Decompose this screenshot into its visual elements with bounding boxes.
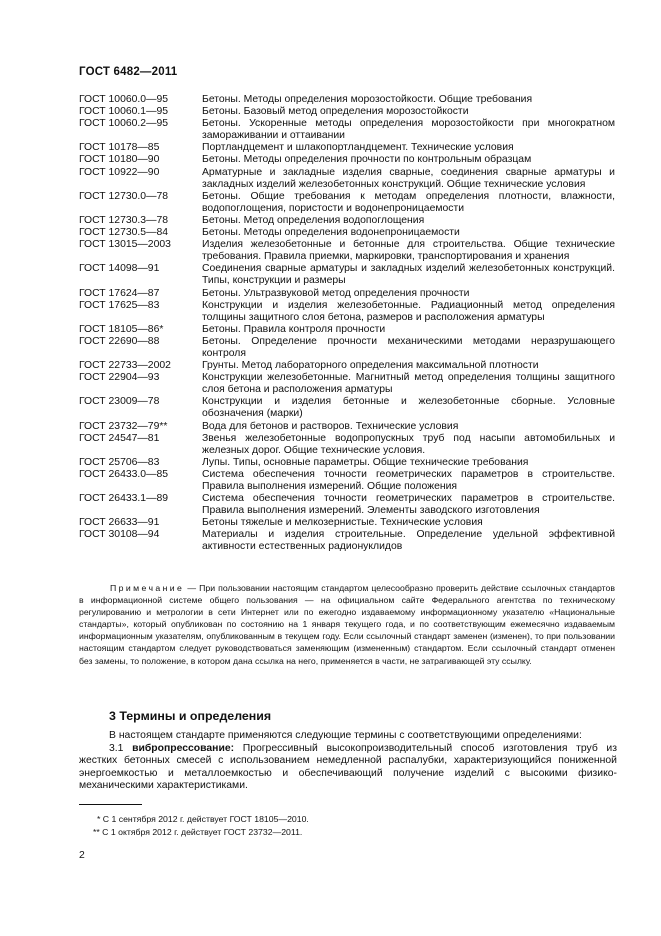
reference-title: Портландцемент и шлакопортландцемент. Технические условия — [202, 142, 514, 154]
footnotes — [79, 813, 615, 838]
document-header: ГОСТ 6482—2011 — [79, 66, 178, 78]
reference-code: ГОСТ 10060.0—95 — [79, 94, 169, 105]
reference-row — [79, 433, 615, 457]
reference-row — [79, 360, 615, 372]
reference-title: Бетоны. Ультразвуковой метод определения прочности — [202, 287, 470, 299]
reference-row — [79, 167, 615, 191]
reference-title: Бетоны. Общие требования к методам определения плотности, влажности, водопоглощения, пористости и водонепроницаемости — [202, 190, 615, 214]
footnote-divider — [79, 804, 142, 805]
reference-title: Соединения сварные арматуры и закладных изделий железобетонных конструкций. Типы, конструкции и размеры — [202, 263, 615, 287]
reference-title: Бетоны. Методы определения морозостойкости. Общие требования — [202, 94, 533, 105]
reference-code: ГОСТ 23732—79** — [79, 420, 168, 432]
reference-row — [79, 142, 615, 154]
reference-title: Бетоны. Методы определения прочности по контрольным образцам — [202, 154, 532, 166]
reference-title: Бетоны. Методы определения водонепроницаемости — [202, 227, 460, 239]
reference-title: Лупы. Типы, основные параметры. Общие технические требования — [202, 456, 529, 468]
reference-title: Конструкции и изделия бетонные и железобетонные сборные. Условные обозначения (марки) — [202, 396, 615, 420]
reference-title: Грунты. Метод лабораторного определения максимальной плотности — [202, 360, 539, 372]
reference-code: ГОСТ 10180—90 — [79, 154, 160, 166]
note-paragraph — [79, 582, 615, 667]
reference-code: ГОСТ 17625—83 — [79, 299, 160, 311]
reference-row — [79, 324, 615, 336]
reference-code: ГОСТ 12730.0—78 — [79, 190, 169, 202]
reference-code: ГОСТ 12730.3—78 — [79, 214, 169, 226]
reference-row — [79, 493, 615, 517]
reference-title: Бетоны. Базовый метод определения морозостойкости — [202, 106, 469, 118]
term-number: 3.1 — [109, 743, 133, 754]
reference-code: ГОСТ 10178—85 — [79, 142, 160, 154]
reference-title: Бетоны. Ускоренные методы определения морозостойкости при многократном замораживании и оттаивании — [202, 118, 615, 142]
reference-title: Звенья железобетонные водопропускных труб под насыпи автомобильных и железных дорог. Общие технические условия. — [202, 432, 615, 456]
reference-row — [79, 263, 615, 287]
reference-code: ГОСТ 26633—91 — [79, 517, 160, 529]
reference-code: ГОСТ 30108—94 — [79, 529, 160, 541]
reference-row — [79, 94, 615, 106]
reference-title: Система обеспечения точности геометрических параметров в строительстве. Правила выполнения измерений. Общие положения — [202, 468, 615, 492]
reference-code: ГОСТ 22904—93 — [79, 372, 160, 384]
reference-title: Вода для бетонов и растворов. Технические условия — [202, 420, 459, 432]
reference-row — [79, 118, 615, 142]
reference-title: Бетоны. Метод определения водопоглощения — [202, 214, 425, 226]
reference-row — [79, 469, 615, 493]
term-definition — [79, 743, 617, 793]
page-number: 2 — [79, 850, 85, 861]
reference-title: Конструкции железобетонные. Магнитный метод определения толщины защитного слоя бетона и расположения арматуры — [202, 372, 615, 396]
reference-row — [79, 300, 615, 324]
reference-row — [79, 457, 615, 469]
reference-code: ГОСТ 14098—91 — [79, 263, 160, 275]
reference-row — [79, 396, 615, 420]
reference-code: ГОСТ 24547—81 — [79, 432, 160, 444]
term-name: вибропрессование: — [132, 743, 235, 754]
reference-row — [79, 191, 615, 215]
reference-code: ГОСТ 17624—87 — [79, 287, 160, 299]
reference-title: Бетоны. Определение прочности механическими методами неразрушающего контроля — [202, 335, 615, 359]
reference-row — [79, 215, 615, 227]
reference-title: Бетоны тяжелые и мелкозернистые. Технические условия — [202, 517, 483, 529]
reference-title: Система обеспечения точности геометрических параметров в строительстве. Правила выполнения измерений. Элементы заводского изготовления — [202, 493, 615, 517]
reference-code: ГОСТ 26433.0—85 — [79, 468, 169, 480]
reference-row — [79, 529, 615, 553]
reference-row — [79, 372, 615, 396]
reference-row — [79, 154, 615, 166]
reference-code: ГОСТ 22690—88 — [79, 335, 160, 347]
note-text: — При пользовании настоящим стандартом целесообразно проверить действие ссылочных стандартов в информационной системе общего пользования — на официальном сайте Федерального агентства по техническому регулированию и метрологии в сети Интернет или по ежегодно издаваемому информационному указателю «Национальные стандарты», который опубликован по состоянию на 1 января текущего года, и по соответствующим ежемесячно издаваемым информационным указателям, опубликованным в текущем году. Если ссылочный стандарт заменен (изменен), то при пользовании настоящим стандартом следует руководствоваться заменяющим (измененным) стандартом. Если ссылочный стандарт отменен без замены, то положение, в котором дана ссылка на него, применяется в части, не затрагивающей эту ссылку. — [79, 583, 615, 666]
reference-code: ГОСТ 10060.2—95 — [79, 118, 169, 130]
reference-row — [79, 336, 615, 360]
reference-row — [79, 288, 615, 300]
section-title: 3 Термины и определения — [109, 709, 272, 723]
footnote: * С 1 сентября 2012 г. действует ГОСТ 18105—2010. — [97, 814, 309, 824]
reference-title: Конструкции и изделия железобетонные. Радиационный метод определения толщины защитного слоя бетона, размеров и расположения арматуры — [202, 299, 615, 323]
reference-code: ГОСТ 13015—2003 — [79, 239, 171, 251]
reference-code: ГОСТ 25706—83 — [79, 456, 160, 468]
reference-title: Материалы и изделия строительные. Определение удельной эффективной активности естественных радионуклидов — [202, 529, 615, 553]
reference-row — [79, 239, 615, 263]
note-label: Примечание — [110, 583, 185, 593]
reference-row — [79, 106, 615, 118]
term-text: Прогрессивный высокопроизводительный способ изготовления труб из жестких бетонных смесей с использованием немедленной распалубки, характеризующийся пониженной энергоемкостью и металлоемкостью и обеспечивающий получение изделий с высокими физико-механическими характеристиками. — [79, 743, 617, 792]
reference-code: ГОСТ 26433.1—89 — [79, 493, 169, 505]
reference-code: ГОСТ 10922—90 — [79, 166, 160, 178]
reference-row — [79, 421, 615, 433]
reference-code: ГОСТ 22733—2002 — [79, 360, 171, 372]
reference-code: ГОСТ 18105—86* — [79, 323, 164, 335]
reference-title: Изделия железобетонные и бетонные для строительства. Общие технические требования. Правила приемки, маркировки, транспортирования и хранения — [202, 239, 615, 263]
reference-code: ГОСТ 12730.5—84 — [79, 227, 169, 239]
reference-title: Бетоны. Правила контроля прочности — [202, 323, 386, 335]
reference-code: ГОСТ 10060.1—95 — [79, 106, 169, 118]
reference-row — [79, 517, 615, 529]
footnote: ** С 1 октября 2012 г. действует ГОСТ 23732—2011. — [93, 826, 303, 837]
reference-row — [79, 227, 615, 239]
section-intro: В настоящем стандарте применяются следующие термины с соответствующими определениями: — [109, 730, 582, 741]
reference-title: Арматурные и закладные изделия сварные, соединения сварные арматуры и закладных изделий железобетонных конструкций. Общие технические условия — [202, 166, 615, 190]
reference-code: ГОСТ 23009—78 — [79, 396, 160, 408]
normative-references-list — [79, 94, 615, 554]
